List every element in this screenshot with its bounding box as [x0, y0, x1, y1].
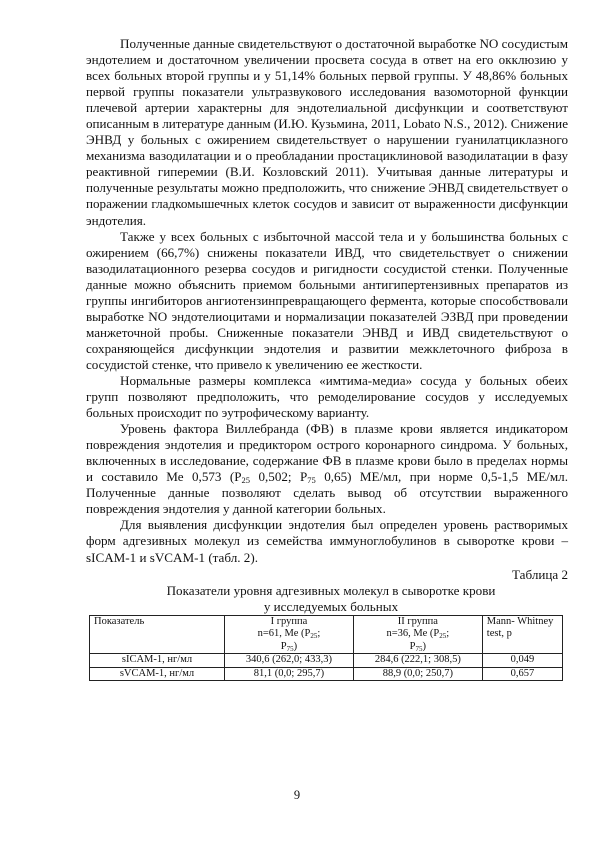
header-group-1-sub25: 25 — [310, 632, 318, 641]
header-group-2-n — [358, 628, 478, 641]
table-label: Таблица 2 — [512, 566, 568, 582]
table-row — [90, 654, 563, 668]
subscript-p25: 25 — [241, 475, 251, 486]
header-group-1-p75 — [229, 641, 349, 654]
paragraph-4-part-b: 0,502; Р — [250, 469, 308, 485]
table-title-line-1: Показатели уровня адгезивных молекул в сыворотке крови — [166, 582, 496, 598]
header-group-2-sub75: 75 — [415, 644, 423, 653]
table-header-row — [90, 615, 563, 654]
table-title-line-2: у исследуемых больных — [263, 598, 399, 614]
paragraph-4-part-a: Уровень фактора Виллебранда (ФВ) в плазме крови является индикатором повреждения эндотелия и предиктором острого коронарного синдрома. У больных, включенных в исследование, содержание ФВ в плазме крови было в пределах нормы и составило Ме 0,573 (Р — [86, 421, 568, 485]
body-text — [86, 36, 568, 681]
header-group-2-sub25: 25 — [439, 632, 447, 641]
paragraph-4 — [86, 421, 568, 517]
header-group-1-close: ) — [293, 640, 298, 652]
header-mann-whitney-line-2: test, p — [486, 628, 512, 640]
row-p-value: 0,049 — [482, 654, 562, 668]
header-group-1-title: I группа — [270, 615, 308, 627]
table-row — [90, 667, 563, 681]
header-group-2-p75-text: Р — [409, 640, 416, 652]
header-group-2-n-text: n=36, Ме (Р — [386, 628, 440, 640]
row-group-2-value: 88,9 (0,0; 250,7) — [353, 667, 482, 681]
header-group-2-title: II группа — [397, 615, 438, 627]
row-indicator: sVCAM-1, нг/мл — [90, 667, 225, 681]
paragraph-2: Также у всех больных с избыточной массой тела и у большинства больных с ожирением (66,7%) снижены показатели ИВД, что свидетельствует о снижении вазодилатационного резерва сосудов и ригидности сосудистой стенки. Полученные данные можно объяснить приемом больными антигипертензивных препаратов из группы ингибиторов ангиотензинпревращающего фермента, которые способствовали выработке NO эндотелиоцитами и нормализации показателей ЭЗВД при проведении манжеточной пробы. Сниженные показатели ЭНВД и ИВД свидетельствуют о сохраняющейся дисфункции эндотелия и развитии межклеточного фиброза в сосудистой стенке, что привело к увеличению ее жесткости. — [86, 228, 568, 372]
header-group-1-n-text: n=61, Ме (Р — [257, 628, 311, 640]
header-group-1-sub75: 75 — [286, 644, 294, 653]
row-indicator: sICAM-1, нг/мл — [90, 654, 225, 668]
row-p-value: 0,657 — [482, 667, 562, 681]
page-number: 9 — [293, 788, 301, 802]
adhesion-molecules-table — [89, 615, 563, 682]
row-group-1-value: 340,6 (262,0; 433,3) — [224, 654, 353, 668]
row-group-2-value: 284,6 (222,1; 308,5) — [353, 654, 482, 668]
header-mann-whitney — [482, 615, 562, 654]
header-group-1-p75-text: Р — [280, 640, 287, 652]
header-group-1-n — [229, 628, 349, 641]
header-group-2-p75 — [358, 641, 478, 654]
paragraph-3: Нормальные размеры комплекса «имтима-медиа» сосуда у больных обеих групп позволяют предположить, что ремоделирование сосудов у исследуемых больных происходит по эутрофическому варианту. — [86, 372, 568, 421]
table-title — [86, 583, 568, 615]
paragraph-4-part-c: 0,65) МЕ/мл, при норме 0,5-1,5 МЕ/мл. Полученные данные позволяют сделать вывод об отсутствии выраженного повреждения эндотелия у данной категории больных. — [86, 469, 568, 517]
header-group-2-close: ) — [422, 640, 427, 652]
subscript-p75: 75 — [307, 475, 316, 486]
header-mann-whitney-line-1: Mann- Whitney — [486, 615, 554, 627]
row-group-1-value: 81,1 (0,0; 295,7) — [224, 667, 353, 681]
header-group-1 — [224, 615, 353, 654]
header-group-2-sep: ; — [446, 628, 450, 640]
paragraph-5: Для выявления дисфункции эндотелия был определен уровень растворимых форм адгезивных молекул из семейства иммуноглобулинов в сыворотке крови – sICAM-1 и sVCAM-1 (табл. 2). — [86, 517, 568, 565]
paragraph-1: Полученные данные свидетельствуют о достаточной выработке NO сосудистым эндотелием и достаточном увеличении просвета сосуда в ответ на его окклюзию у всех больных второй группы и у 51,14% больных первой группы. У 48,86% больных первой группы показатели ультразвукового исследования вазомоторной функции плечевой артерии характерны для эндотелиальной дисфункции и соответствуют описанным в литературе данным (И.Ю. Кузьмина, 2011, Lobato N.S., 2012). Снижение ЭНВД у больных с ожирением свидетельствует о нарушении гуанилатциклазного механизма вазодилатации и о преобладании простациклиновой вазодилатации в фазу реактивной гиперемии (В.И. Козловский 2011). Учитывая данные литературы и полученные результаты можно предположить, что снижение ЭНВД свидетельствует о поражении гладкомышечных клеток сосудов и зависит от выраженности дисфункции эндотелия. — [86, 36, 568, 228]
header-group-1-sep: ; — [317, 628, 321, 640]
header-indicator: Показатель — [90, 615, 225, 654]
header-group-2 — [353, 615, 482, 654]
